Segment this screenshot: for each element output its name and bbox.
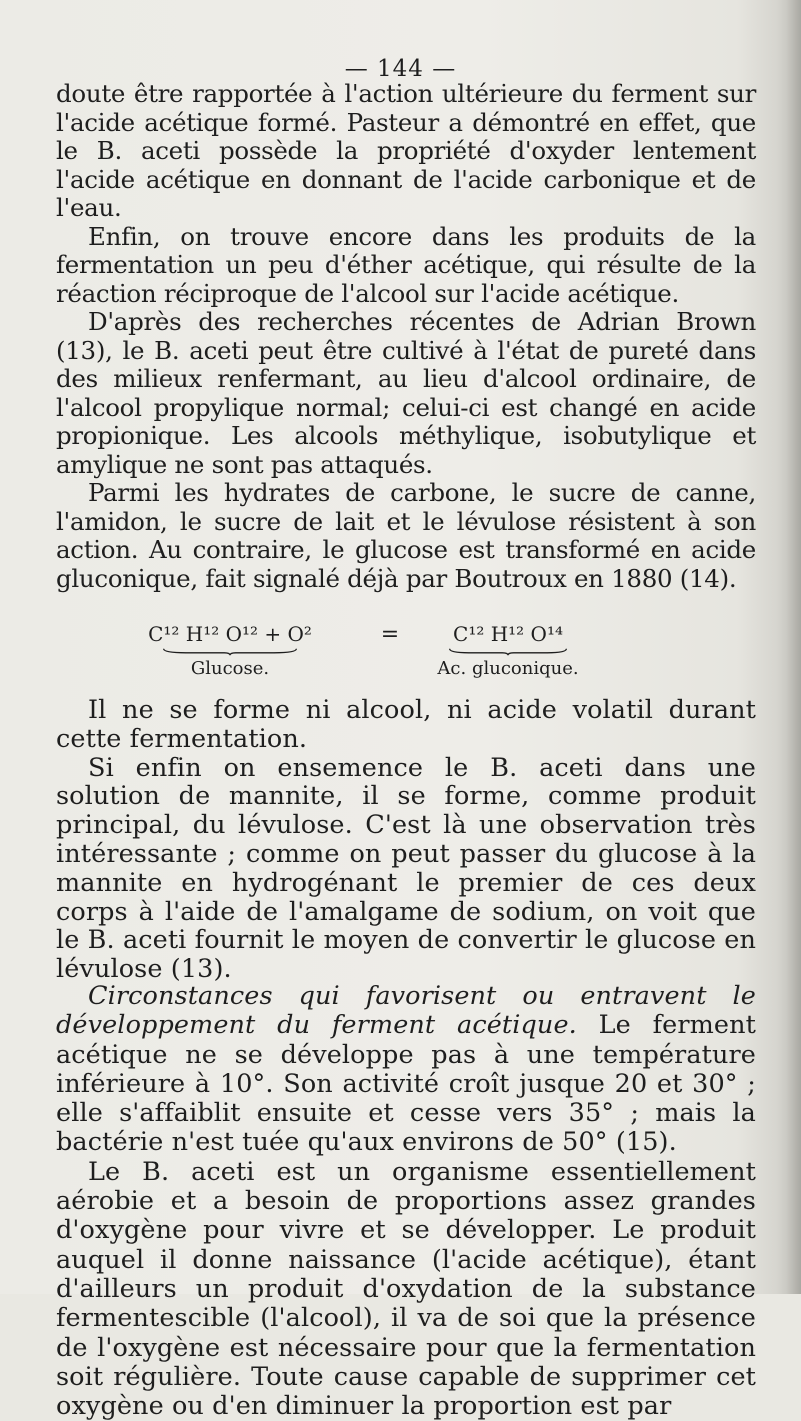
- paragraph: doute être rapportée à l'action ultérieure du ferment sur l'acide acétique formé. Pasteur a démontré en effet, que le B. aceti possède la propriété d'oxyder lentement l'acide acétique en donnant de l'acide carbonique et de l'eau.: [56, 79, 756, 222]
- text-block-middle: [56, 696, 756, 984]
- equation-left: [110, 622, 350, 679]
- paragraph: Il ne se forme ni alcool, ni acide volatil durant cette fermentation.: [56, 695, 756, 754]
- paragraph: Le B. aceti est un organisme essentiellement aérobie et a besoin de proportions assez grandes d'oxygène pour vivre et se développer. Le produit auquel il donne naissance (l'acide acétique), étant d'ailleurs un produit d'oxydation de la substance fermentescible (l'alcool), il va de soi que la présence de l'oxygène est nécessaire pour que la fermentation soit régulière. Toute cause capable de supprimer cet oxygène ou d'en diminuer la proportion est par: [56, 1156, 756, 1421]
- paragraph: D'après des recherches récentes de Adrian Brown (13), le B. aceti peut être cultivé à l'état de pureté dans des milieux renfermant, au lieu d'alcool ordinaire, de l'alcool propylique normal; celui-ci est changé en acide propionique. Les alcools méthylique, isobutylique et amylique ne sont pas attaqués.: [56, 307, 756, 479]
- equation-right-label: Ac. gluconique.: [437, 658, 579, 679]
- section-paragraph: [56, 982, 756, 1158]
- chemical-equation: [0, 622, 801, 682]
- text-block-section: [56, 982, 756, 1421]
- section-heading: Circonstances qui favorisent ou entravent le développement du ferment acétique.: [56, 981, 756, 1041]
- equation-left-formula: C¹² H¹² O¹² + O²: [148, 622, 312, 646]
- paragraph: Enfin, on trouve encore dans les produits de la fermentation un peu d'éther acétique, qui résulte de la réaction réciproque de l'alcool sur l'acide acétique.: [56, 221, 756, 308]
- equation-right: [418, 622, 598, 679]
- brace-icon: [145, 648, 315, 656]
- text-block-top: [56, 80, 756, 593]
- equation-right-formula: C¹² H¹² O¹⁴: [453, 622, 563, 646]
- section-heading-follow: Le ferment acétique ne se développe pas à une température inférieure à 10°. Son activité croît jusque 20 et 30° ; elle s'affaiblit ensuite et cesse vers 35° ; mais la bactérie n'est tuée qu'aux environs de 50° (15).: [56, 1010, 756, 1158]
- brace-icon: [433, 648, 583, 656]
- page-number: — 144 —: [344, 56, 457, 82]
- paragraph: Si enfin on ensemence le B. aceti dans une solution de mannite, il se forme, comme produit principal, du lévulose. C'est là une observation très intéressante ; comme on peut passer du glucose à la mannite en hydrogénant le premier de ces deux corps à l'aide de l'amalgame de sodium, on voit que le B. aceti fournit le moyen de convertir le glucose en lévulose (13).: [56, 752, 756, 985]
- equals-sign: =: [380, 622, 400, 647]
- equation-left-label: Glucose.: [190, 658, 270, 679]
- paragraph: Parmi les hydrates de carbone, le sucre de canne, l'amidon, le sucre de lait et le lévulose résistent à son action. Au contraire, le glucose est transformé en acide gluconique, fait signalé déjà par Boutroux en 1880 (14).: [56, 478, 756, 593]
